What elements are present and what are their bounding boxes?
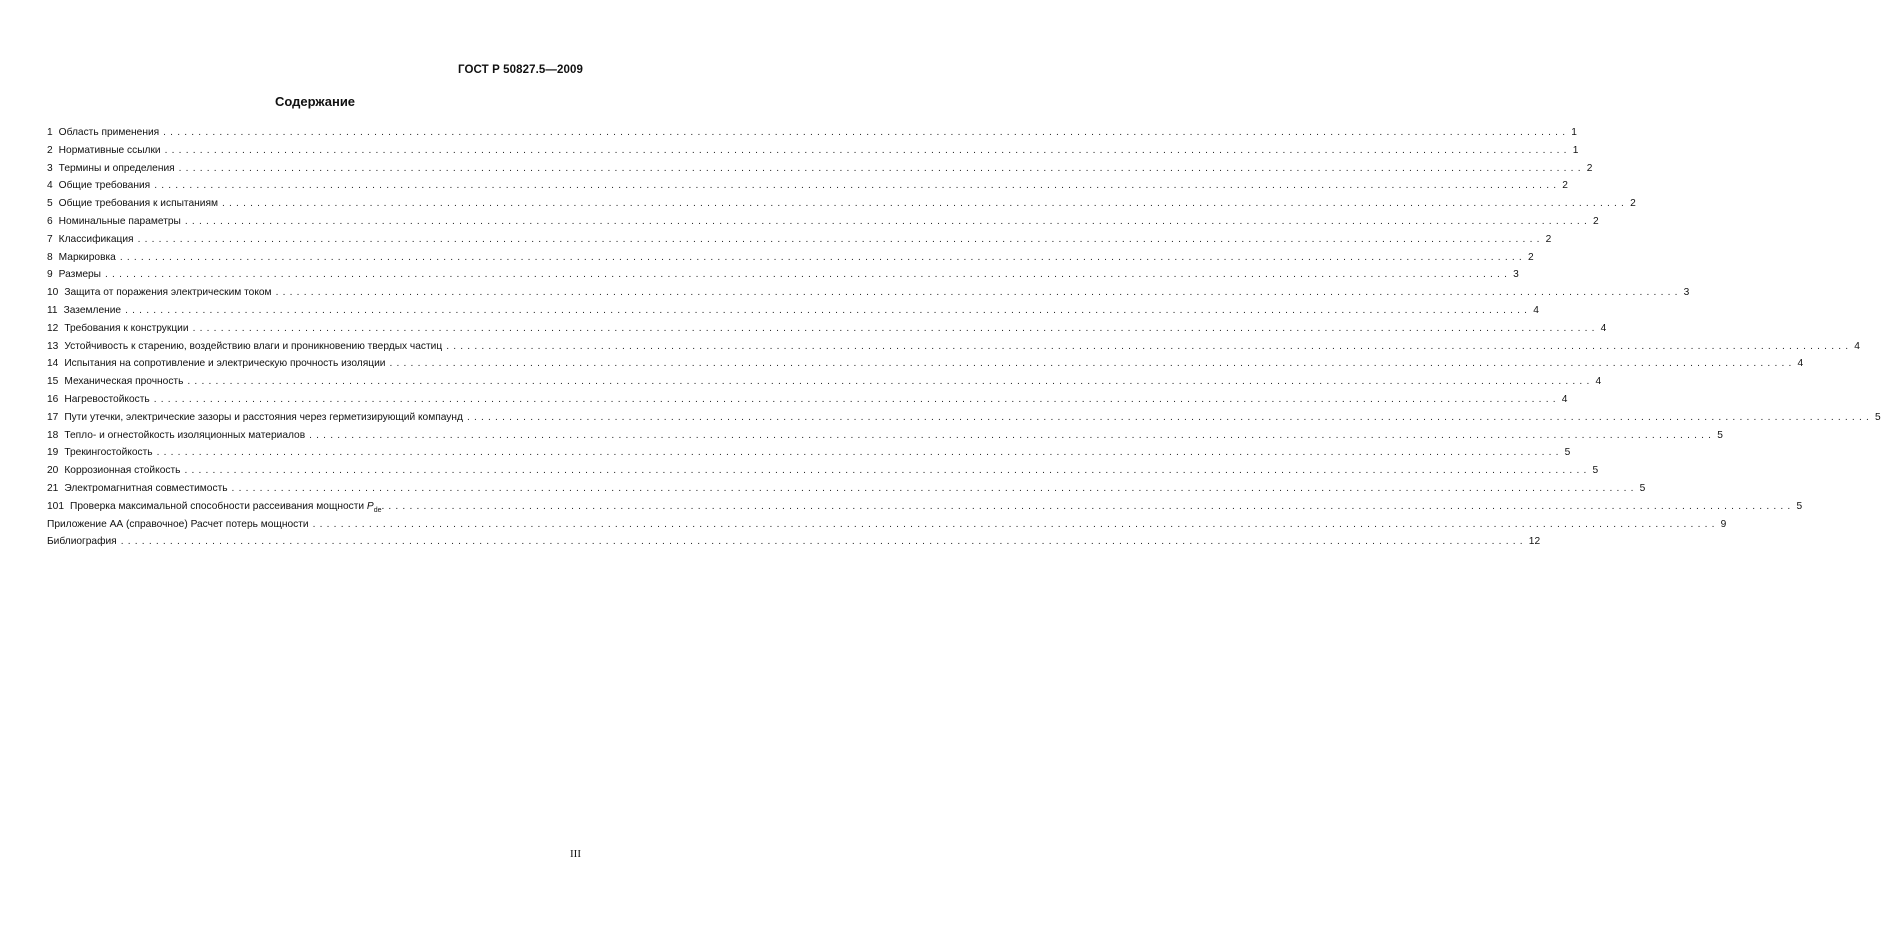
- toc-leader-dots: ........................................................................................................................................................................................................: [153, 393, 1560, 405]
- toc-entry-page: 9: [1720, 518, 1727, 530]
- toc-leader-dots: ........................................................................................................................................................................................................: [388, 500, 1795, 512]
- toc-entry-label: [64, 320, 188, 338]
- toc-entry-text: Номинальные параметры: [58, 215, 181, 227]
- toc-leader-dots: ........................................................................................................................................................................................................: [184, 465, 1591, 477]
- toc-entry-label: [59, 142, 161, 160]
- toc-leader-dots: ........................................................................................................................................................................................................: [120, 536, 1527, 548]
- toc-entry-page: 4: [1533, 304, 1539, 316]
- toc-entry-label: [59, 213, 181, 231]
- toc-entry-label: [64, 444, 152, 462]
- toc-entry-label: [59, 266, 101, 284]
- toc-entry-text: Нагревостойкость: [64, 393, 150, 405]
- toc-entry-text: Нормативные ссылки: [58, 144, 161, 156]
- toc-entry-number: 18: [47, 429, 59, 441]
- toc-entry-page: 5: [1592, 465, 1599, 477]
- toc-entry-number: 17: [47, 411, 59, 423]
- toc-entry-label: [59, 177, 151, 195]
- toc-entry-number: 14: [47, 358, 59, 370]
- toc-entry-label: [64, 427, 305, 445]
- toc-entry-text: Испытания на сопротивление и электрическую прочность изоляции: [64, 358, 386, 370]
- toc-entry-text: Электромагнитная совместимость: [64, 482, 228, 494]
- toc-entry-tail: .: [381, 500, 385, 512]
- toc-entry-text: Требования к конструкции: [64, 322, 189, 334]
- toc-entry-text: Механическая прочность: [64, 376, 184, 388]
- toc-entry-label: [59, 195, 218, 213]
- toc-entry-number: 21: [47, 482, 59, 494]
- toc-entry: [47, 373, 1602, 391]
- toc-entry-number: 16: [47, 393, 59, 405]
- toc-leader-dots: ........................................................................................................................................................................................................: [187, 376, 1594, 388]
- toc-entry-page: 2: [1545, 233, 1552, 245]
- toc-entry-number: 12: [47, 322, 59, 334]
- toc-entry-subscript: de: [373, 506, 382, 514]
- toc-entry-label: [64, 284, 271, 302]
- toc-entry: [47, 338, 1860, 356]
- toc-entry-page: 2: [1586, 162, 1593, 174]
- toc-leader-dots: ........................................................................................................................................................................................................: [312, 518, 1719, 530]
- toc-entry-number: 2: [47, 144, 53, 156]
- toc-entry-page: 1: [1571, 127, 1577, 138]
- toc-entry: [47, 284, 1690, 302]
- toc-entry-page: 4: [1561, 393, 1568, 405]
- page-number: III: [570, 848, 581, 860]
- toc-entry-text: Тепло- и огнестойкость изоляционных материалов: [64, 429, 306, 441]
- toc-entry-page: 3: [1513, 269, 1519, 281]
- toc-entry-text: Классификация: [58, 233, 134, 245]
- toc-entry: [47, 320, 1607, 338]
- toc-entry-number: 7: [47, 233, 53, 245]
- toc-entry: [47, 249, 1534, 267]
- toc-entry-number: 5: [47, 198, 53, 210]
- toc-leader-dots: ........................................................................................................................................................................................................: [163, 127, 1570, 138]
- toc-entry: [47, 302, 1539, 320]
- toc-leader-dots: ........................................................................................................................................................................................................: [466, 411, 1874, 423]
- toc-entry-page: 2: [1592, 215, 1599, 227]
- toc-entry-label: [64, 373, 183, 391]
- toc-entry: [47, 391, 1568, 409]
- toc-entry: [47, 177, 1568, 195]
- toc-entry-label: [47, 516, 309, 534]
- toc-entry-page: 5: [1564, 447, 1571, 459]
- toc-entry: [47, 266, 1519, 284]
- toc-entry-page: 4: [1595, 376, 1602, 388]
- toc-entry-text: Библиография: [47, 536, 117, 548]
- toc-entry-number: 13: [47, 340, 59, 352]
- toc-entry-text: Защита от поражения электрическим током: [64, 287, 272, 299]
- toc-entry-number: 6: [47, 215, 53, 227]
- toc-entry: [47, 355, 1804, 373]
- toc-entry: [47, 160, 1593, 178]
- toc-leader-dots: ........................................................................................................................................................................................................: [125, 304, 1532, 316]
- toc-entry-text: Размеры: [58, 269, 102, 281]
- toc-entry: [47, 142, 1579, 160]
- toc-entry-page: 4: [1797, 358, 1804, 370]
- toc-leader-dots: ........................................................................................................................................................................................................: [105, 269, 1512, 281]
- toc-entry: [47, 195, 1636, 213]
- toc-leader-dots: ........................................................................................................................................................................................................: [389, 358, 1796, 370]
- toc-entry-number: 3: [47, 162, 53, 174]
- toc-entry-text: Трекингостойкость: [64, 447, 153, 459]
- toc-entry-page: 5: [1796, 500, 1803, 512]
- toc-leader-dots: ........................................................................................................................................................................................................: [221, 198, 1629, 210]
- toc-entry-number: 10: [47, 287, 59, 299]
- toc-entry-number: 1: [47, 127, 53, 138]
- toc-entry-label: [64, 391, 149, 409]
- toc-entry-label: [59, 160, 175, 178]
- toc-entry-label: [64, 302, 122, 320]
- toc-entry: [47, 409, 1881, 427]
- toc-entry-text: Пути утечки, электрические зазоры и расстояния через герметизирующий компаунд: [64, 411, 463, 423]
- toc-entry: [47, 444, 1571, 462]
- toc-leader-dots: ........................................................................................................................................................................................................: [137, 233, 1544, 245]
- toc-entry-page: 2: [1630, 198, 1636, 210]
- toc-entry-label: [59, 249, 116, 267]
- toc-entry-number: 8: [47, 251, 53, 263]
- toc-entry-number: 15: [47, 376, 59, 388]
- toc-entry: [47, 480, 1646, 498]
- toc-title: Содержание: [274, 94, 356, 109]
- toc-entry-label: [64, 480, 227, 498]
- toc-leader-dots: ........................................................................................................................................................................................................: [231, 482, 1638, 494]
- toc-entry-label: [47, 533, 117, 551]
- toc-entry-page: 2: [1562, 180, 1568, 192]
- toc-entry: [47, 516, 1727, 534]
- toc-entry: [47, 124, 1577, 142]
- toc-entry-number: 19: [47, 447, 59, 459]
- toc-entry-text: Устойчивость к старению, воздействию влаги и проникновению твердых частиц: [64, 340, 443, 352]
- toc-entry: [47, 498, 1803, 516]
- toc-entry: [47, 533, 1541, 551]
- toc-entry-text: Коррозионная стойкость: [64, 465, 181, 477]
- toc-entry-number: 11: [47, 304, 58, 316]
- toc-entry-page: 5: [1875, 411, 1881, 423]
- document-id: ГОСТ Р 50827.5—2009: [458, 64, 583, 76]
- toc-entry-page: 1: [1572, 144, 1579, 156]
- toc-entry-text: Проверка максимальной способности рассеивания мощности: [70, 500, 365, 512]
- toc-entry-text: Заземление: [63, 304, 122, 316]
- toc-leader-dots: ........................................................................................................................................................................................................: [192, 322, 1599, 334]
- toc-entry-page: 2: [1527, 251, 1534, 263]
- toc-entry: [47, 427, 1723, 445]
- toc-entry-number: 9: [47, 269, 53, 281]
- toc-entry-label: [64, 462, 180, 480]
- toc-entry: [47, 462, 1599, 480]
- toc-entry-page: 4: [1854, 340, 1860, 352]
- toc-entry-text: Общие требования: [58, 180, 151, 192]
- toc-entry-page: 3: [1683, 287, 1690, 299]
- toc-entry-variable: P: [366, 500, 374, 512]
- toc-entry-text: Термины и определения: [58, 162, 175, 174]
- toc-leader-dots: ........................................................................................................................................................................................................: [184, 215, 1591, 227]
- toc-leader-dots: ........................................................................................................................................................................................................: [156, 447, 1563, 459]
- toc-entry-label: [64, 409, 463, 427]
- toc-entry-page: 5: [1639, 482, 1646, 494]
- toc-entry-label: [59, 231, 134, 249]
- toc-entry-text: Маркировка: [58, 251, 116, 263]
- toc-entry-text: Приложение АА (справочное) Расчет потерь мощности: [47, 518, 309, 530]
- toc-entry-label: [64, 355, 385, 373]
- toc-entry-page: 12: [1528, 536, 1541, 548]
- toc-leader-dots: ........................................................................................................................................................................................................: [275, 287, 1682, 299]
- toc-entry: [47, 213, 1599, 231]
- toc-entry-label: [64, 338, 442, 356]
- toc-entry-number: 4: [47, 180, 53, 192]
- toc-entry-page: 5: [1717, 429, 1723, 441]
- toc-entry-label: [59, 124, 159, 142]
- toc-entry: [47, 231, 1552, 249]
- toc-leader-dots: ........................................................................................................................................................................................................: [154, 180, 1561, 192]
- toc-leader-dots: ........................................................................................................................................................................................................: [178, 162, 1585, 174]
- toc-leader-dots: ........................................................................................................................................................................................................: [164, 144, 1571, 156]
- toc-entry-text: Общие требования к испытаниям: [58, 198, 218, 210]
- toc-entry-number: 101: [47, 500, 64, 512]
- toc-entry-text: Область применения: [58, 127, 160, 138]
- toc-leader-dots: ........................................................................................................................................................................................................: [119, 251, 1526, 263]
- toc-leader-dots: ........................................................................................................................................................................................................: [446, 340, 1853, 352]
- table-of-contents: [47, 124, 1881, 551]
- toc-entry-page: 4: [1600, 322, 1607, 334]
- toc-leader-dots: ........................................................................................................................................................................................................: [309, 429, 1716, 441]
- toc-entry-number: 20: [47, 465, 59, 477]
